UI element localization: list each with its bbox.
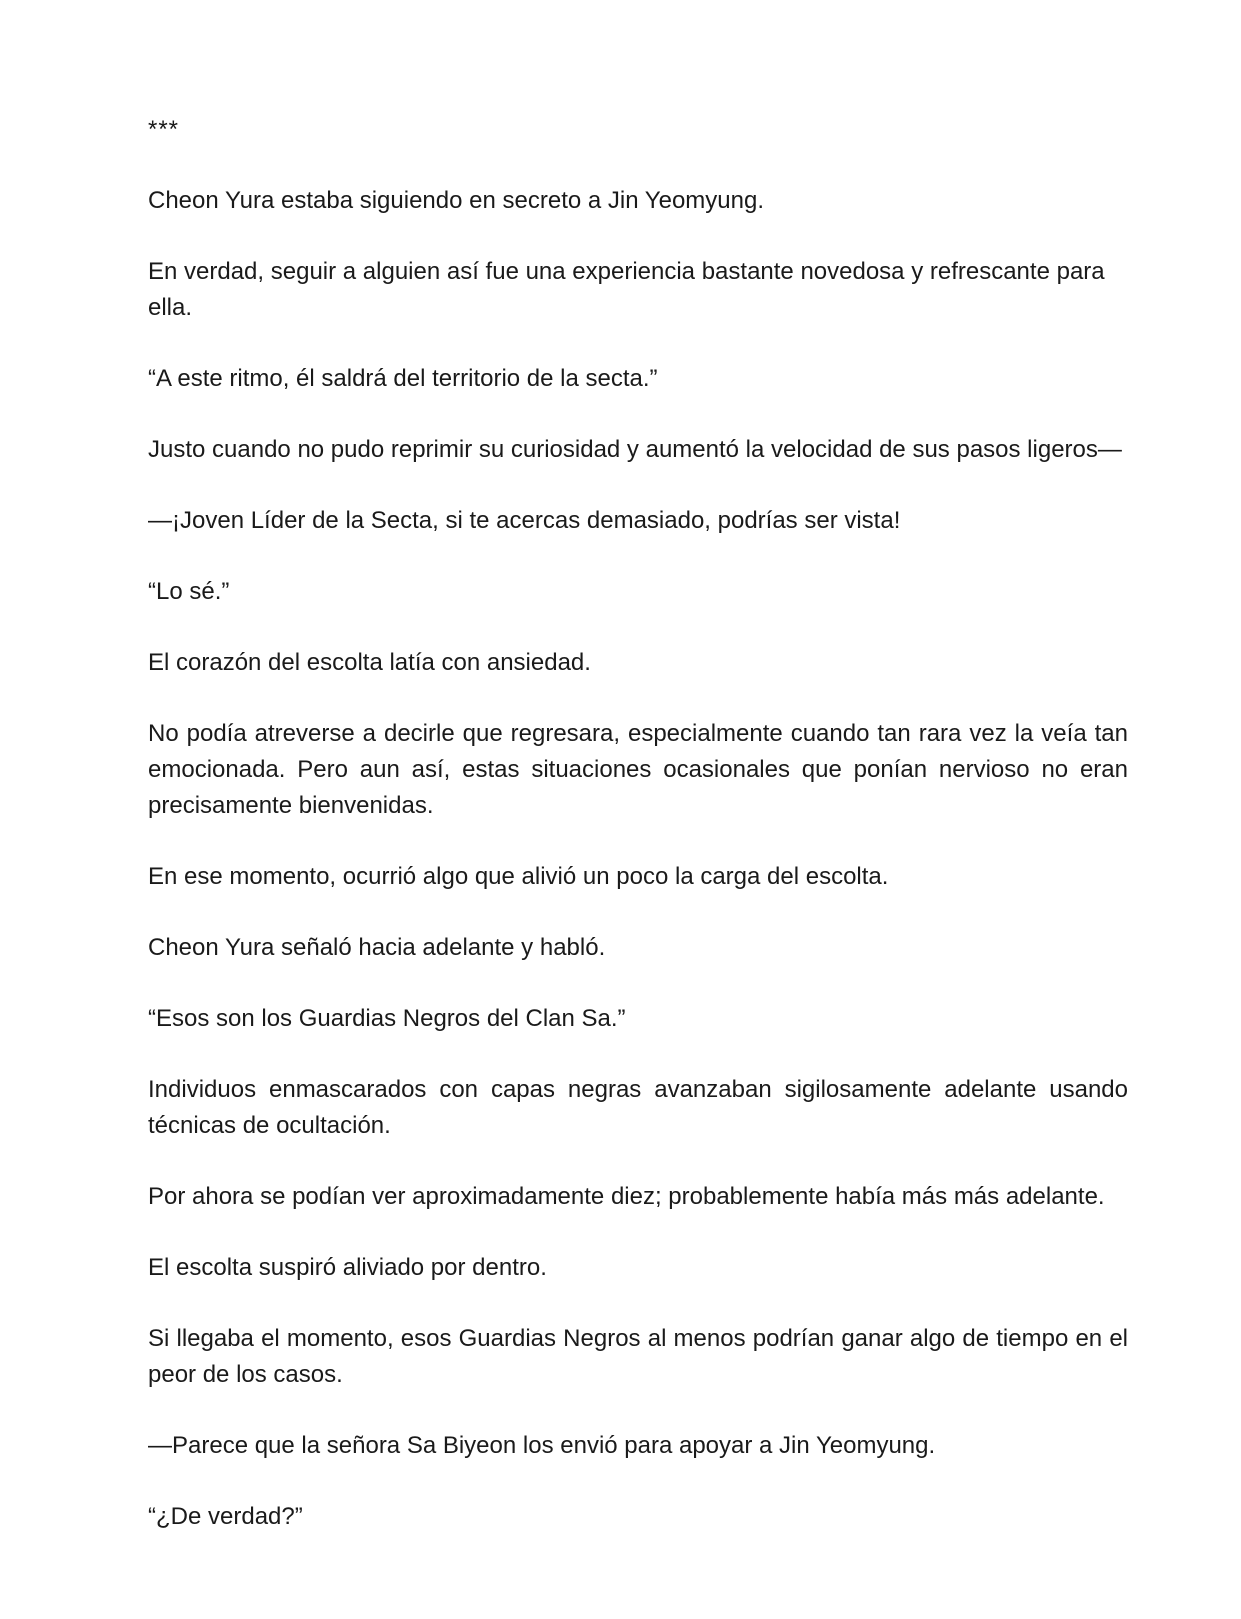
document-body xyxy=(148,112,1128,1570)
paragraph: Justo cuando no pudo reprimir su curiosidad y aumentó la velocidad de sus pasos ligeros— xyxy=(148,436,1122,463)
paragraph: No podía atreverse a decirle que regresara, especialmente cuando tan rara vez la veía tan emocionada. Pero aun así, estas situaciones ocasionales que ponían nervioso no eran precisamente bienvenidas. xyxy=(148,720,1128,819)
paragraph: Cheon Yura señaló hacia adelante y habló. xyxy=(148,934,606,961)
paragraph: El escolta suspiró aliviado por dentro. xyxy=(148,1254,547,1281)
paragraph: “¿De verdad?” xyxy=(148,1503,303,1530)
paragraph: —Parece que la señora Sa Biyeon los envió para apoyar a Jin Yeomyung. xyxy=(148,1432,936,1459)
paragraph: El corazón del escolta latía con ansiedad. xyxy=(148,649,591,676)
scene-separator: *** xyxy=(148,116,180,143)
paragraph: “Lo sé.” xyxy=(148,578,230,605)
paragraph: En ese momento, ocurrió algo que alivió un poco la carga del escolta. xyxy=(148,863,889,890)
paragraph: Por ahora se podían ver aproximadamente diez; probablemente había más más adelante. xyxy=(148,1183,1105,1210)
paragraph: Individuos enmascarados con capas negras avanzaban sigilosamente adelante usando técnicas de ocultación. xyxy=(148,1076,1128,1139)
paragraph: Cheon Yura estaba siguiendo en secreto a Jin Yeomyung. xyxy=(148,187,765,214)
paragraph: Si llegaba el momento, esos Guardias Negros al menos podrían ganar algo de tiempo en el peor de los casos. xyxy=(148,1325,1128,1388)
paragraph: En verdad, seguir a alguien así fue una experiencia bastante novedosa y refrescante para ella. xyxy=(148,258,1105,321)
paragraph: “Esos son los Guardias Negros del Clan Sa.” xyxy=(148,1005,626,1032)
paragraph: “A este ritmo, él saldrá del territorio de la secta.” xyxy=(148,365,658,392)
paragraph: —¡Joven Líder de la Secta, si te acercas demasiado, podrías ser vista! xyxy=(148,507,901,534)
